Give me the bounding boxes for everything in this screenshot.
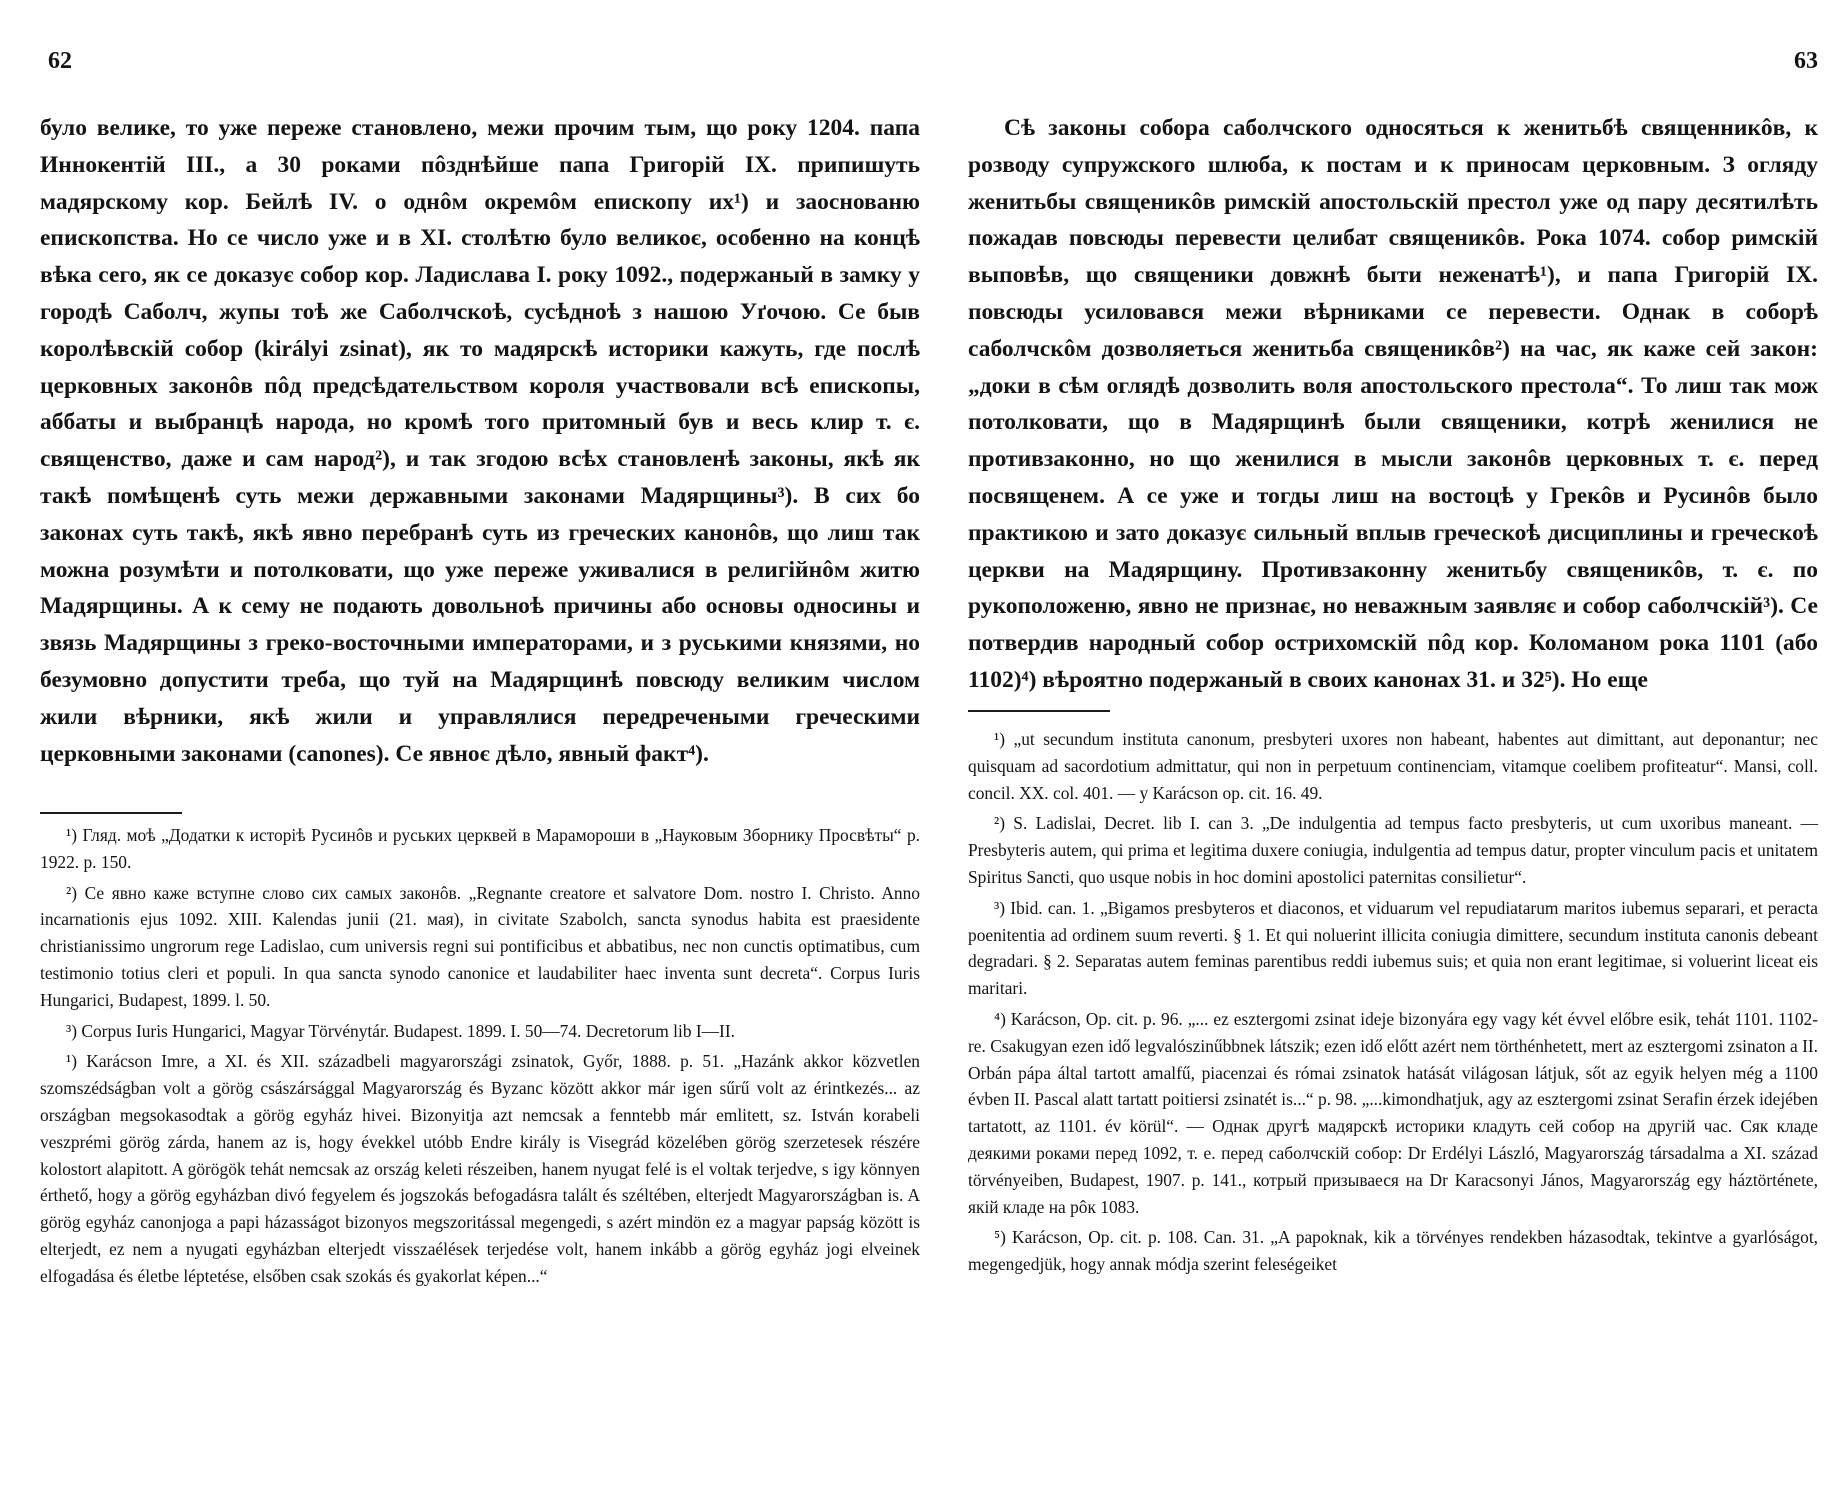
footnote-separator xyxy=(968,710,1110,712)
footnote: ³) Corpus Iuris Hungarici, Magyar Törvénytár. Budapest. 1899. I. 50—74. Decretorum lib I—II. xyxy=(66,1020,735,1041)
footnote: ²) Се явно каже вступне слово сих самых законôв. „Regnante creatore et salvatore Dom. nostro I. Christo. Anno incarnationis ejus 1092. XIII. Kalendas junii (21. мая), in civitate Szabolch, sancta synodus habita est praesidente christianissimo ungrorum rege Ladislao, cum universis regni sui pontificibus et abbatibus, nec non cunctis optimatibus, cum testimonio totius cleri et populi. In qua sancta synodo canonice et laudabiliter haec inventa sunt decreta“. Corpus Iuris Hungarici, Budapest, 1899. l. 50. xyxy=(40,882,920,1010)
footnote: ¹) Karácson Imre, a XI. és XII. századbeli magyarországi zsinatok, Győr, 1888. p. 51. „Hazánk akkor közvetlen szomszédságban volt a görög császársággal Magyarország és Byzanc között akkor már igen sűrű volt az érintkezés... az országban megsokasodtak a görög egyház hivei. Bizonyitja azt nemcsak a fenntebb már emlitett, sz. István korabeli veszprémi görög zárda, hanem az is, hogy évekkel utóbb Endre király is Visegrád közelében görög szerzetesek részére kolostort alapitott. A görögök tehát nemcsak az ország keleti részeiben, hanem nyugat felé is el voltak terjedve, s igy könnyen érthető, hogy a görög egyházban divó fegyelem és jogszokás befogadásra talált és széltében, elterjedt Magyarországban is. A görög egyház canonjoga a papi házasságot bizonyos megszoritással megengedi, s azért mindön ez a magyar papság között is elterjedt, ez nem a nyugati egyházban elterjedt visszaélések terjedése volt, hanem inkább a görög egyház jogi elveinek elfogadása és életbe léptetése, elsőben csak szokás és gyakorlat képen...“ xyxy=(40,1051,920,1286)
footnote: ¹) Гляд. моѣ „Додатки к исторіѣ Русинôв и руських церквей в Марамороши в „Науковым Зборнику Просвѣты“ р. 1922. р. 150. xyxy=(40,825,920,872)
page-number-right: 63 xyxy=(1794,48,1818,74)
footnote: ³) Ibid. can. 1. „Bigamos presbyteros et diaconos, et viduarum vel repudiatarum maritos iubemus separari, et peracta poenitentia ad ordinem suum reverti. § 1. Et qui noluerint illicita coniugia dimittere, secundum instituta canonis debeant degradari. § 2. Separatas autem feminas parentibus reddi iubemus suis; et quia non erant legitimae, si voluerint liceat eis maritari. xyxy=(968,897,1818,999)
page-number-left: 62 xyxy=(48,48,72,74)
footnote: ⁵) Karácson, Op. cit. p. 108. Can. 31. „A papoknak, kik a törvényes rendekben házasodtak, tekintve a gyarlóságot, megengedjük, hogy annak módja szerint feleségeiket xyxy=(968,1227,1818,1275)
footnote: ²) S. Ladislai, Decret. lib I. can 3. „De indulgentia ad tempus facto presbyteris, ut cum uxoribus maneant. — Presbyteris autem, qui prima et legitima duxere coniugia, indulgentia ad tempus datur, propter vinculum pacis et unitatem Spiritus Sancti, quo usque nobis in hoc domini apostolici paternitas consilietur“. xyxy=(968,813,1818,887)
footnotes-right xyxy=(968,726,1818,1282)
body-text-right: Сѣ законы собора саболчского односяться к женитьбѣ священникôв, к розводу супружского шлюба, к постам и к приносам церковным. З огляду женитьбы священикôв римскій апостольскій престол уже од пару десятилѣть пожадав повсюды перевести целибат священикôв. Рока 1074. собор римскій выповѣв, що священики довжнѣ быти неженатѣ¹), и папа Григорій IX. повсюды усиловався межи вѣрниками се перевести. Однак в соборѣ саболчскôм дозволяеться женитьба священикôв²) на час, як каже сей закон: „доки в сѣм оглядѣ дозволить воля апостольского престола“. То лиш так мож потолковати, що в Мадярщинѣ были священики, котрѣ женилися не противзаконно, но що женилися в мысли законôв церковных т. є. перед посвященем. А се уже и тогды лиш на востоцѣ у Грекôв и Русинôв было практикою и зато доказує сильный вплыв греческоѣ дисциплины и греческоѣ церкви на Мадярщину. Противзаконну женитьбу священикôв, т. є. по рукоположеню, явно не признає, но неважным заявляє и собор саболчскій³). Се потвердив народный собор острихомскій пôд кор. Коломаном рока 1101 (або 1102)⁴) вѣроятно подержаный в своих канонах 31. и 32⁵). Но еще xyxy=(968,115,1818,693)
footnotes-left xyxy=(40,822,920,1294)
footnote-separator xyxy=(40,812,182,814)
footnote: ⁴) Karácson, Op. cit. p. 96. „... ez esztergomi zsinat ideje bizonyára egy vagy két évvel előbre esik, tehát 1101. 1102-re. Csakugyan ezen idő legvalószinűbbnek látszik; ezen idő előtt azért nem törthénhetett, mert az esztergomi zsinaton a II. Orbán pápa által tartott amalfű, piacenzai és római zsinatok hatását világosan látjuk, sőt az egyik helyen még a 1100 évben II. Pascal alatt tartatt poitiersi zsinatét is...“ p. 98. „...kimondhatjuk, agy az esztergomi zsinat Serafin érzek idejében tartatott, az 1101. év körül“. — Однак другѣ мадярскѣ историки кладуть сей собор на другій час. Сяк кладе деякими роками перед 1092, т. е. перед саболчскій собор: Dr Erdélyi László, Magyarország társadalma a XI. század törvényeiben, Budapest, 1907. p. 141., котрый призываеся на Dr Karacsonyi János, Magyarország egy háztörténete, якій кладе на рôк 1083. xyxy=(968,1008,1818,1217)
footnote: ¹) „ut secundum instituta canonum, presbyteri uxores non habeant, habentes aut dimittant, aut deponantur; nec quisquam ad sacordotium admittatur, qui non in perpetuum continenciam, vitamque coelibem profiteatur“. Mansi, coll. concil. XX. col. 401. — у Karácson op. cit. 16. 49. xyxy=(968,729,1818,803)
body-text-left: було велике, то уже переже становлено, межи прочим тым, що року 1204. папа Иннокентій III., а 30 роками пôзднѣйше папа Григорій IX. припишуть мадярскому кор. Бейлѣ IV. о однôм окремôм епископу их¹) и заоснованю епископства. Но се число уже и в XI. столѣтю було великоє, особенно на концѣ вѣка сего, як се доказує собор кор. Ладислава I. року 1092., подержаный в замку у городѣ Саболч, жупы тоѣ же Саболчскоѣ, сусѣдноѣ з нашою Уґочою. Се быв королѣвскій собор (királyi zsinat), як то мадярскѣ историки кажуть, где послѣ церковных законôв пôд предсѣдательством короля участвовали всѣ епископы, аббаты и выбранцѣ народа, но кромѣ того притомный був и весь клир т. є. священство, даже и сам народ²), и так згодою всѣх становленѣ законы, якѣ як такѣ помѣщенѣ суть межи державными законами Мадярщины³). В сих бо законах суть такѣ, якѣ явно перебранѣ суть из греческих канонôв, що лиш так можна розумѣти и потолковати, що уже переже уживалися в религійнôм житю Мадярщины. А к сему не подають довольноѣ причины або основы односины и звязь Мадярщины з греко-восточными императорами, и з руськими князями, но безумовно допустити треба, що туй на Мадярщинѣ повсюду великим числом жили вѣрники, якѣ жили и управлялися передречеными греческими церковными законами (canones). Се явноє дѣло, явный факт⁴). xyxy=(40,115,920,767)
